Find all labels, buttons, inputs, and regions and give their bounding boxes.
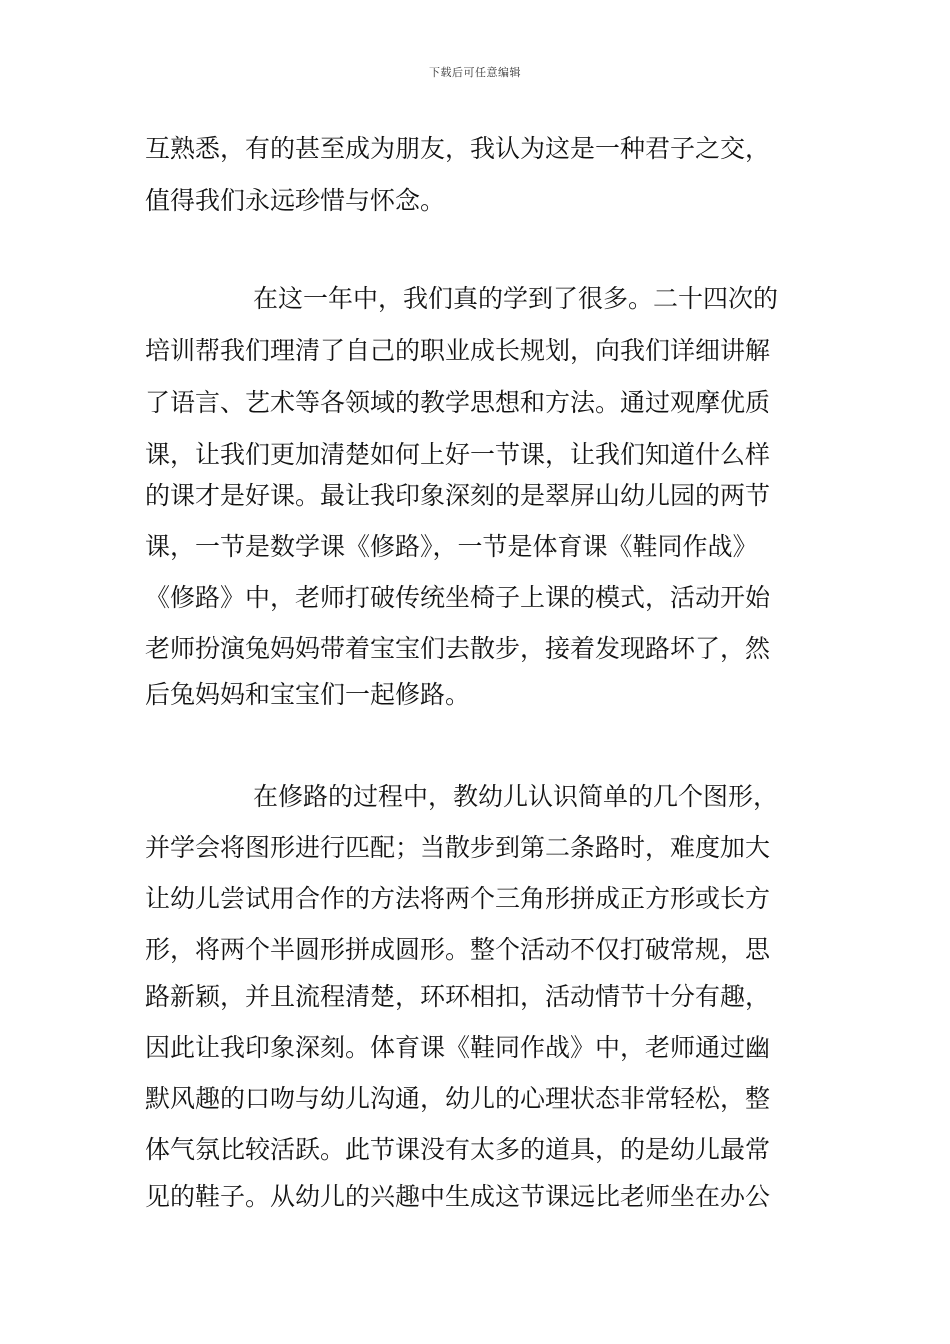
- paragraph-line: 默风趣的口吻与幼儿沟通，幼儿的心理状态非常轻松，整: [145, 1084, 771, 1113]
- paragraph-line: 的课才是好课。最让我印象深刻的是翠屏山幼儿园的两节: [145, 481, 771, 510]
- paragraph-line: 因此让我印象深刻。体育课《鞋同作战》中，老师通过幽: [145, 1033, 771, 1062]
- paragraph-line: 见的鞋子。从幼儿的兴趣中生成这节课远比老师坐在办公: [145, 1182, 771, 1211]
- paragraph-line: 形，将两个半圆形拼成圆形。整个活动不仅打破常规，思: [145, 935, 771, 964]
- paragraph-line: 值得我们永远珍惜与怀念。: [145, 186, 446, 215]
- header-note: 下载后可任意编辑: [429, 66, 521, 79]
- paragraph-line: 互熟悉，有的甚至成为朋友，我认为这是一种君子之交，: [145, 134, 771, 163]
- paragraph-line: 了语言、艺术等各领域的教学思想和方法。通过观摩优质: [145, 388, 771, 417]
- paragraph-line: 体气氛比较活跃。此节课没有太多的道具，的是幼儿最常: [145, 1135, 771, 1164]
- paragraph-line: 让幼儿尝试用合作的方法将两个三角形拼成正方形或长方: [145, 884, 771, 913]
- paragraph-line: 课，一节是数学课《修路》，一节是体育课《鞋同作战》: [145, 532, 758, 561]
- paragraph-line: 在修路的过程中，教幼儿认识简单的几个图形，: [253, 782, 779, 811]
- paragraph-line: 课，让我们更加清楚如何上好一节课，让我们知道什么样: [145, 440, 771, 469]
- paragraph-line: 老师扮演兔妈妈带着宝宝们去散步，接着发现路坏了，然: [145, 634, 771, 663]
- paragraph-line: 在这一年中，我们真的学到了很多。二十四次的: [253, 284, 779, 313]
- paragraph-line: 路新颖，并且流程清楚，环环相扣，活动情节十分有趣，: [145, 982, 771, 1011]
- paragraph-line: 并学会将图形进行匹配；当散步到第二条路时，难度加大: [145, 833, 771, 862]
- paragraph-line: 《修路》中，老师打破传统坐椅子上课的模式，活动开始: [145, 583, 771, 612]
- paragraph-line: 培训帮我们理清了自己的职业成长规划，向我们详细讲解: [145, 336, 771, 365]
- paragraph-line: 后兔妈妈和宝宝们一起修路。: [145, 680, 471, 709]
